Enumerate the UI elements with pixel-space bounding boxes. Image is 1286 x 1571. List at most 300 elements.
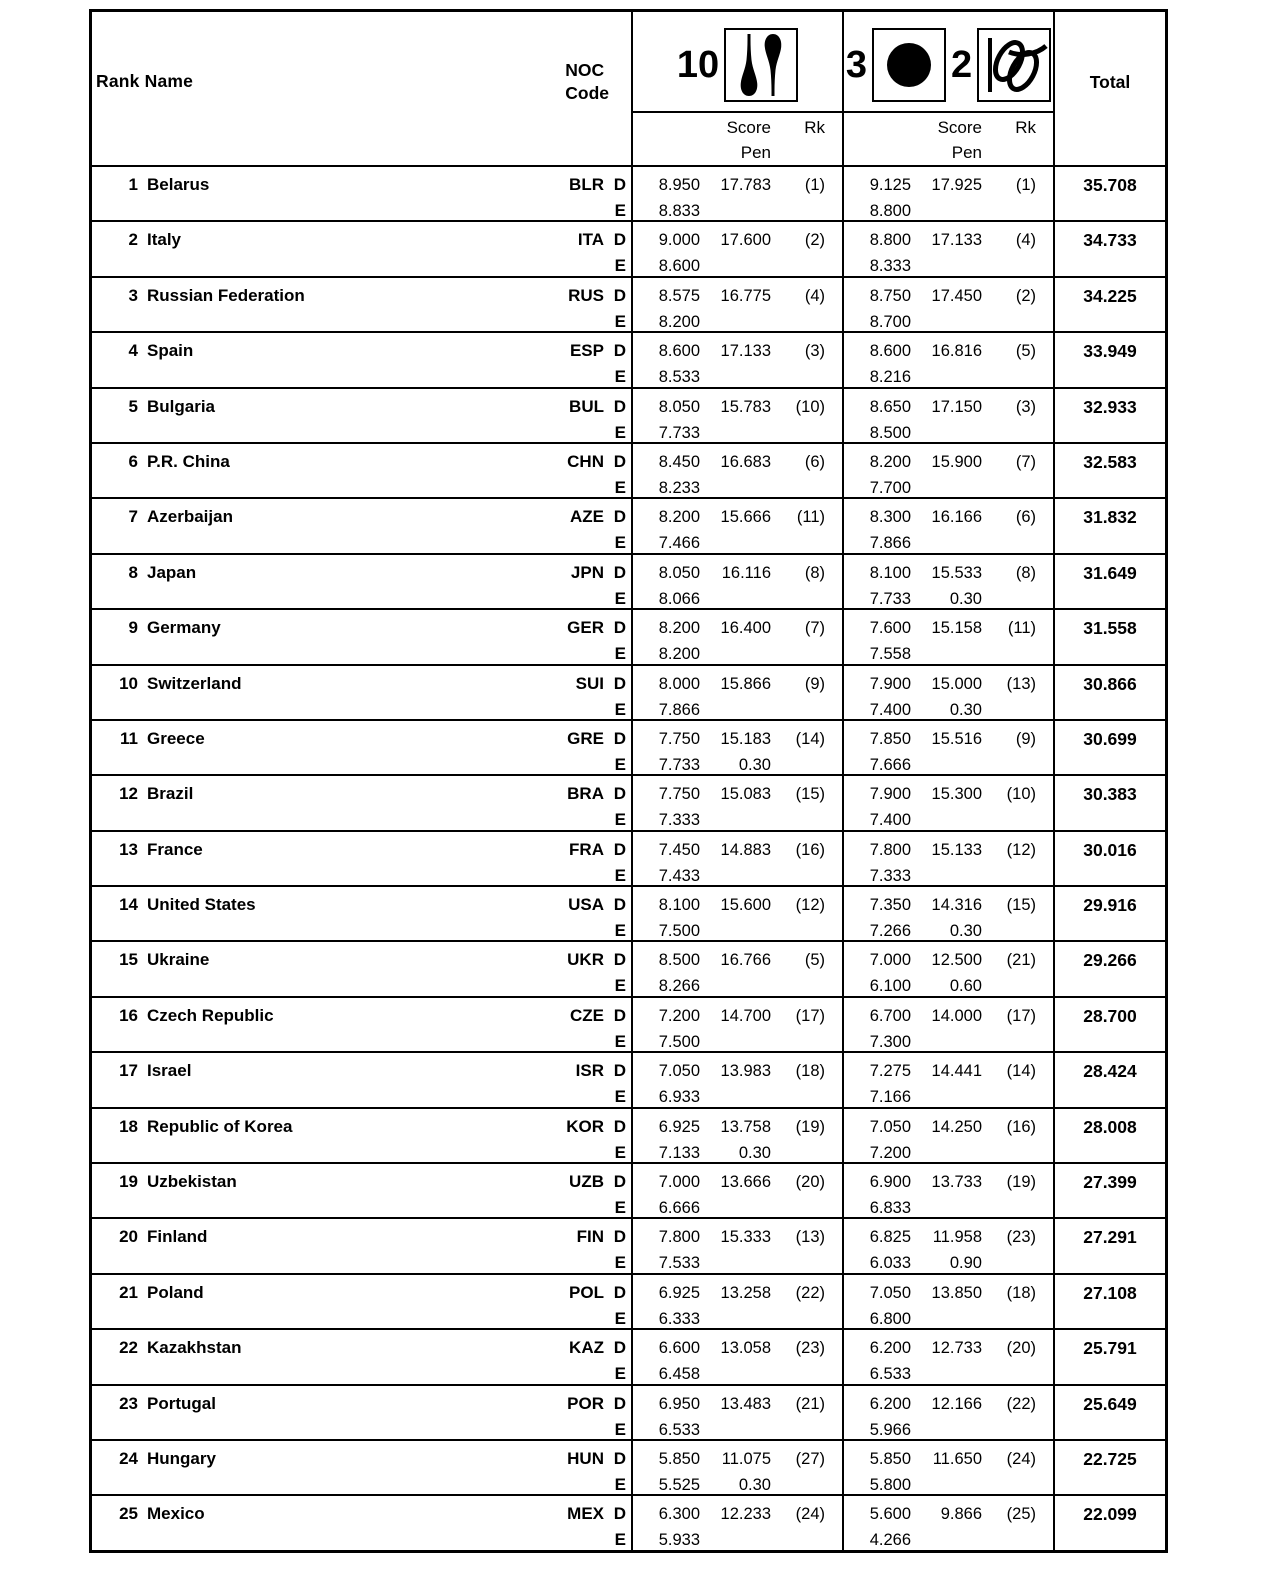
noc-code: RUS — [568, 285, 604, 305]
apparatus-rank: (18) — [1006, 1283, 1036, 1302]
score: 14.700 — [720, 1006, 771, 1025]
d-label: D — [613, 451, 626, 471]
table-row — [92, 220, 1165, 275]
rank: 6 — [128, 451, 138, 471]
penalty — [700, 1250, 771, 1276]
rank: 22 — [119, 1338, 138, 1358]
de-labels — [604, 1058, 631, 1110]
d-score: 8.600 — [658, 342, 700, 361]
e-score: 8.833 — [658, 202, 700, 220]
score: 17.783 — [720, 176, 771, 194]
d-label: D — [613, 341, 626, 361]
score: 15.533 — [931, 563, 982, 582]
e-label: E — [614, 865, 626, 885]
e-label: E — [614, 256, 626, 276]
d-label: D — [613, 950, 626, 970]
e-label: E — [614, 1087, 626, 1107]
noc-code: HUN — [567, 1448, 604, 1468]
table-row — [92, 1384, 1165, 1439]
noc-code: POR — [567, 1393, 604, 1413]
penalty: 0.30 — [738, 1475, 771, 1494]
clubs-scores — [631, 1496, 842, 1553]
score: 15.516 — [931, 729, 982, 748]
e-score: 7.866 — [658, 700, 700, 719]
e-label: E — [614, 1031, 626, 1051]
ball-ribbon-scores — [842, 887, 1053, 944]
noc-code: POL — [569, 1282, 604, 1302]
table-row — [92, 553, 1165, 608]
total-score: 34.225 — [1083, 285, 1137, 306]
d-score: 7.750 — [658, 729, 700, 748]
ribbon-icon — [977, 28, 1051, 102]
apparatus-rank: (24) — [1006, 1449, 1036, 1468]
e-score: 6.800 — [869, 1309, 911, 1328]
apparatus-rank: (19) — [795, 1117, 825, 1136]
e-score: 8.600 — [658, 257, 700, 276]
d-score: 6.700 — [869, 1006, 911, 1025]
d-score: 8.100 — [658, 896, 700, 915]
apparatus-rank: (7) — [1015, 452, 1036, 471]
country-name: Poland — [147, 1282, 204, 1302]
e-label: E — [614, 311, 626, 331]
de-labels — [604, 504, 631, 556]
penalty — [700, 1306, 771, 1332]
d-score: 7.850 — [869, 729, 911, 748]
penalty: 0.30 — [949, 589, 982, 608]
apparatus-rank: (24) — [795, 1505, 825, 1524]
clubs-scores — [631, 444, 842, 501]
ball-ribbon-scores — [842, 167, 1053, 224]
rank: 7 — [128, 507, 138, 527]
ball-ribbon-scores — [842, 1053, 1053, 1110]
penalty — [911, 364, 982, 390]
rank: 17 — [119, 1061, 138, 1081]
score: 17.133 — [720, 342, 771, 361]
d-score: 6.950 — [658, 1394, 700, 1413]
noc-code: BLR — [569, 175, 604, 194]
apparatus-rank: (25) — [1006, 1505, 1036, 1524]
d-score: 8.200 — [658, 508, 700, 527]
noc-code: ISR — [575, 1061, 604, 1081]
noc-code: KAZ — [569, 1338, 604, 1358]
noc-code: CHN — [567, 451, 604, 471]
clubs-scores — [631, 1164, 842, 1221]
apparatus-rank: (20) — [795, 1173, 825, 1192]
d-score: 8.100 — [869, 563, 911, 582]
score: 15.158 — [931, 619, 982, 638]
ball-ribbon-scores — [842, 333, 1053, 390]
score: 15.666 — [720, 508, 771, 527]
total-score: 30.383 — [1083, 784, 1137, 805]
e-score: 6.100 — [869, 977, 911, 996]
ball-count: 3 — [845, 43, 867, 86]
apparatus-rank: (16) — [795, 840, 825, 859]
e-score: 8.800 — [869, 202, 911, 220]
penalty — [700, 586, 771, 612]
e-score: 5.966 — [869, 1420, 911, 1439]
score: 12.233 — [720, 1505, 771, 1524]
de-labels — [604, 1501, 631, 1553]
e-score: 7.200 — [869, 1143, 911, 1162]
d-label: D — [613, 728, 626, 748]
total-score: 28.700 — [1083, 1005, 1137, 1026]
ball-ribbon-scores — [842, 555, 1053, 612]
rank: 3 — [128, 285, 138, 305]
de-labels — [604, 1003, 631, 1055]
noc-code: FRA — [569, 839, 604, 859]
penalty — [911, 253, 982, 279]
penalty — [700, 807, 771, 833]
penalty — [911, 1417, 982, 1443]
score: 15.866 — [720, 674, 771, 693]
de-labels — [604, 837, 631, 889]
table-row — [92, 165, 1165, 220]
total-score: 27.291 — [1083, 1227, 1137, 1248]
apparatus-rank: (6) — [804, 452, 825, 471]
clubs-scores — [631, 832, 842, 889]
penalty — [700, 1361, 771, 1387]
total-score: 25.649 — [1083, 1393, 1137, 1414]
apparatus-rank: (3) — [1015, 397, 1036, 416]
total-score: 28.424 — [1083, 1061, 1137, 1082]
ball-ribbon-scores — [842, 832, 1053, 889]
penalty — [700, 697, 771, 723]
results-table — [89, 9, 1168, 1553]
country-name: Japan — [147, 562, 197, 582]
apparatus-rank: (20) — [1006, 1339, 1036, 1358]
e-score: 7.300 — [869, 1032, 911, 1051]
e-label: E — [614, 533, 626, 553]
score: 11.075 — [721, 1449, 771, 1468]
d-score: 6.925 — [658, 1283, 700, 1302]
d-score: 6.600 — [658, 1339, 700, 1358]
d-score: 6.925 — [658, 1117, 700, 1136]
d-label: D — [613, 839, 626, 859]
apparatus-rank: (6) — [1015, 508, 1036, 527]
table-header — [92, 12, 1165, 165]
score: 15.183 — [720, 729, 771, 748]
noc-code: BUL — [569, 396, 604, 416]
country-name: Mexico — [147, 1504, 205, 1524]
e-score: 8.233 — [658, 478, 700, 497]
de-labels — [604, 283, 631, 335]
rank: 16 — [119, 1005, 138, 1025]
penalty — [700, 253, 771, 279]
d-label: D — [613, 285, 626, 305]
d-score: 8.200 — [658, 619, 700, 638]
total-score: 33.949 — [1083, 341, 1137, 362]
e-score: 8.216 — [869, 368, 911, 387]
penalty — [700, 1029, 771, 1055]
total-score: 34.733 — [1083, 230, 1137, 251]
penalty — [911, 420, 982, 446]
apparatus-rank: (13) — [795, 1228, 825, 1247]
total-label: Total — [1089, 72, 1131, 92]
d-score: 7.800 — [869, 840, 911, 859]
pen-label: Pen — [951, 143, 982, 162]
e-score: 7.166 — [869, 1088, 911, 1107]
d-score: 8.800 — [869, 231, 911, 250]
rank: 20 — [119, 1227, 138, 1247]
penalty — [911, 807, 982, 833]
rk-label: Rk — [1015, 118, 1036, 137]
penalty — [700, 364, 771, 390]
de-labels — [604, 615, 631, 667]
e-score: 5.525 — [658, 1475, 700, 1494]
de-labels — [604, 726, 631, 778]
noc-code: UZB — [569, 1172, 604, 1192]
penalty: 0.30 — [949, 922, 982, 941]
score-label: Score — [726, 118, 771, 137]
d-label: D — [613, 1172, 626, 1192]
de-labels — [604, 172, 631, 224]
rank: 23 — [119, 1393, 138, 1413]
table-row — [92, 885, 1165, 940]
apparatus-rank: (9) — [804, 674, 825, 693]
apparatus-rank: (8) — [804, 563, 825, 582]
e-score: 7.400 — [869, 700, 911, 719]
score: 17.925 — [931, 176, 982, 194]
de-labels — [604, 892, 631, 944]
penalty — [911, 1084, 982, 1110]
e-label: E — [614, 1253, 626, 1273]
rank: 15 — [119, 950, 138, 970]
apparatus-rank: (17) — [795, 1006, 825, 1025]
rank: 18 — [119, 1116, 138, 1136]
e-label: E — [614, 1308, 626, 1328]
d-label: D — [613, 175, 626, 194]
penalty — [911, 309, 982, 335]
penalty — [911, 1140, 982, 1166]
score: 14.250 — [931, 1117, 982, 1136]
penalty — [911, 752, 982, 778]
score: 13.850 — [931, 1283, 982, 1302]
penalty — [911, 1306, 982, 1332]
e-label: E — [614, 588, 626, 608]
e-label: E — [614, 699, 626, 719]
apparatus-rank: (7) — [804, 619, 825, 638]
score: 13.758 — [720, 1117, 771, 1136]
e-label: E — [614, 976, 626, 996]
e-label: E — [614, 422, 626, 442]
e-score: 7.866 — [869, 534, 911, 553]
apparatus-rank: (3) — [804, 342, 825, 361]
rank: 4 — [128, 341, 138, 361]
country-name: Switzerland — [147, 673, 242, 693]
clubs-scores — [631, 610, 842, 667]
penalty — [700, 1417, 771, 1443]
table-row — [92, 497, 1165, 552]
d-label: D — [613, 1504, 626, 1524]
clubs-scores — [631, 555, 842, 612]
penalty — [911, 641, 982, 667]
clubs-scores — [631, 167, 842, 224]
penalty — [911, 1361, 982, 1387]
de-labels — [604, 781, 631, 833]
rank: 14 — [119, 895, 138, 915]
e-score: 7.266 — [869, 922, 911, 941]
penalty — [700, 918, 771, 944]
score: 16.816 — [931, 342, 982, 361]
score: 13.666 — [720, 1173, 771, 1192]
apparatus-rank: (10) — [795, 397, 825, 416]
d-label: D — [613, 230, 626, 250]
penalty: 0.30 — [949, 700, 982, 719]
de-labels — [604, 1280, 631, 1332]
score: 9.866 — [940, 1505, 982, 1524]
apparatus-rank: (4) — [1015, 231, 1036, 250]
de-labels — [604, 947, 631, 999]
country-name: Ukraine — [147, 950, 210, 970]
score: 13.483 — [720, 1394, 771, 1413]
e-score: 7.333 — [658, 811, 700, 830]
penalty: 0.30 — [738, 755, 771, 774]
e-score: 7.133 — [658, 1143, 700, 1162]
penalty — [911, 1472, 982, 1498]
clubs-icon — [724, 28, 798, 102]
table-body — [92, 165, 1165, 1550]
e-label: E — [614, 1530, 626, 1550]
d-score: 6.200 — [869, 1394, 911, 1413]
apparatus-rank: (22) — [795, 1283, 825, 1302]
d-label: D — [613, 1338, 626, 1358]
noc-code: ITA — [577, 230, 604, 250]
e-score: 6.033 — [869, 1254, 911, 1273]
d-score: 8.575 — [658, 286, 700, 305]
d-label: D — [613, 895, 626, 915]
apparatus-rank: (21) — [795, 1394, 825, 1413]
e-score: 6.533 — [869, 1365, 911, 1384]
penalty — [700, 1084, 771, 1110]
d-label: D — [613, 1393, 626, 1413]
score: 15.333 — [720, 1228, 771, 1247]
noc-code: GER — [567, 618, 604, 638]
d-score: 6.825 — [869, 1228, 911, 1247]
e-label: E — [614, 1474, 626, 1494]
rank: 25 — [119, 1504, 138, 1524]
score: 13.733 — [931, 1173, 982, 1192]
e-score: 8.200 — [658, 312, 700, 331]
apparatus-rank: (17) — [1006, 1006, 1036, 1025]
ball-ribbon-scores — [842, 776, 1053, 833]
e-label: E — [614, 921, 626, 941]
penalty — [700, 309, 771, 335]
e-label: E — [614, 1364, 626, 1384]
total-score: 30.866 — [1083, 673, 1137, 694]
score: 12.166 — [931, 1394, 982, 1413]
country-name: France — [147, 839, 203, 859]
table-row — [92, 940, 1165, 995]
total-score: 27.399 — [1083, 1172, 1137, 1193]
apparatus-rank: (16) — [1006, 1117, 1036, 1136]
de-labels — [604, 1446, 631, 1498]
e-score: 7.733 — [658, 755, 700, 774]
e-score: 7.500 — [658, 1032, 700, 1051]
score: 11.650 — [932, 1449, 982, 1468]
rank: 19 — [119, 1172, 138, 1192]
e-score: 7.666 — [869, 755, 911, 774]
e-score: 7.533 — [658, 1254, 700, 1273]
penalty: 0.90 — [949, 1254, 982, 1273]
d-score: 6.200 — [869, 1339, 911, 1358]
rank: 9 — [128, 618, 138, 638]
noc-code: CZE — [570, 1005, 604, 1025]
country-name: P.R. China — [147, 451, 230, 471]
total-score: 28.008 — [1083, 1116, 1137, 1137]
rank: 12 — [119, 784, 138, 804]
apparatus-rank: (14) — [795, 729, 825, 748]
table-row — [92, 830, 1165, 885]
score: 12.500 — [931, 951, 982, 970]
de-labels — [604, 1335, 631, 1387]
clubs-scores — [631, 1275, 842, 1332]
e-score: 8.333 — [869, 257, 911, 276]
table-row — [92, 442, 1165, 497]
e-score: 7.433 — [658, 866, 700, 885]
table-row — [92, 719, 1165, 774]
de-labels — [604, 1391, 631, 1443]
rank: 5 — [128, 396, 138, 416]
country-name: Kazakhstan — [147, 1338, 242, 1358]
noc-code: ESP — [569, 341, 604, 361]
clubs-scores — [631, 1386, 842, 1443]
score: 15.900 — [931, 452, 982, 471]
d-score: 5.850 — [658, 1449, 700, 1468]
d-score: 7.050 — [869, 1283, 911, 1302]
ball-ribbon-scores — [842, 610, 1053, 667]
d-label: D — [613, 1448, 626, 1468]
total-score: 22.099 — [1083, 1504, 1137, 1525]
score: 16.400 — [720, 619, 771, 638]
e-label: E — [614, 201, 626, 220]
ball-ribbon-scores — [842, 444, 1053, 501]
total-column-header — [1053, 12, 1165, 165]
e-label: E — [614, 1198, 626, 1218]
penalty — [911, 1195, 982, 1221]
apparatus-rank: (9) — [1015, 729, 1036, 748]
d-label: D — [613, 507, 626, 527]
ball-ribbon-scores — [842, 1330, 1053, 1387]
country-name: Israel — [147, 1061, 192, 1081]
ball-ribbon-scores — [842, 942, 1053, 999]
d-score: 7.900 — [869, 785, 911, 804]
apparatus-rank: (1) — [804, 176, 825, 194]
d-score: 7.275 — [869, 1062, 911, 1081]
d-score: 8.750 — [869, 286, 911, 305]
score: 17.450 — [931, 286, 982, 305]
penalty — [911, 863, 982, 889]
country-name: Spain — [147, 341, 194, 361]
penalty — [700, 198, 771, 224]
e-score: 8.500 — [869, 423, 911, 442]
de-labels — [604, 1224, 631, 1276]
penalty — [911, 475, 982, 501]
penalty — [911, 1029, 982, 1055]
penalty — [700, 863, 771, 889]
noc-code: JPN — [570, 562, 604, 582]
score: 16.775 — [720, 286, 771, 305]
d-score: 5.850 — [869, 1449, 911, 1468]
total-score: 32.583 — [1083, 451, 1137, 472]
apparatus-rank: (23) — [795, 1339, 825, 1358]
clubs-score-subheader — [633, 113, 842, 165]
de-labels — [604, 394, 631, 446]
table-row — [92, 1328, 1165, 1383]
penalty — [700, 641, 771, 667]
apparatus-ball-ribbon-column-header — [842, 12, 1053, 165]
de-labels — [604, 1169, 631, 1221]
rk-label: Rk — [804, 118, 825, 137]
